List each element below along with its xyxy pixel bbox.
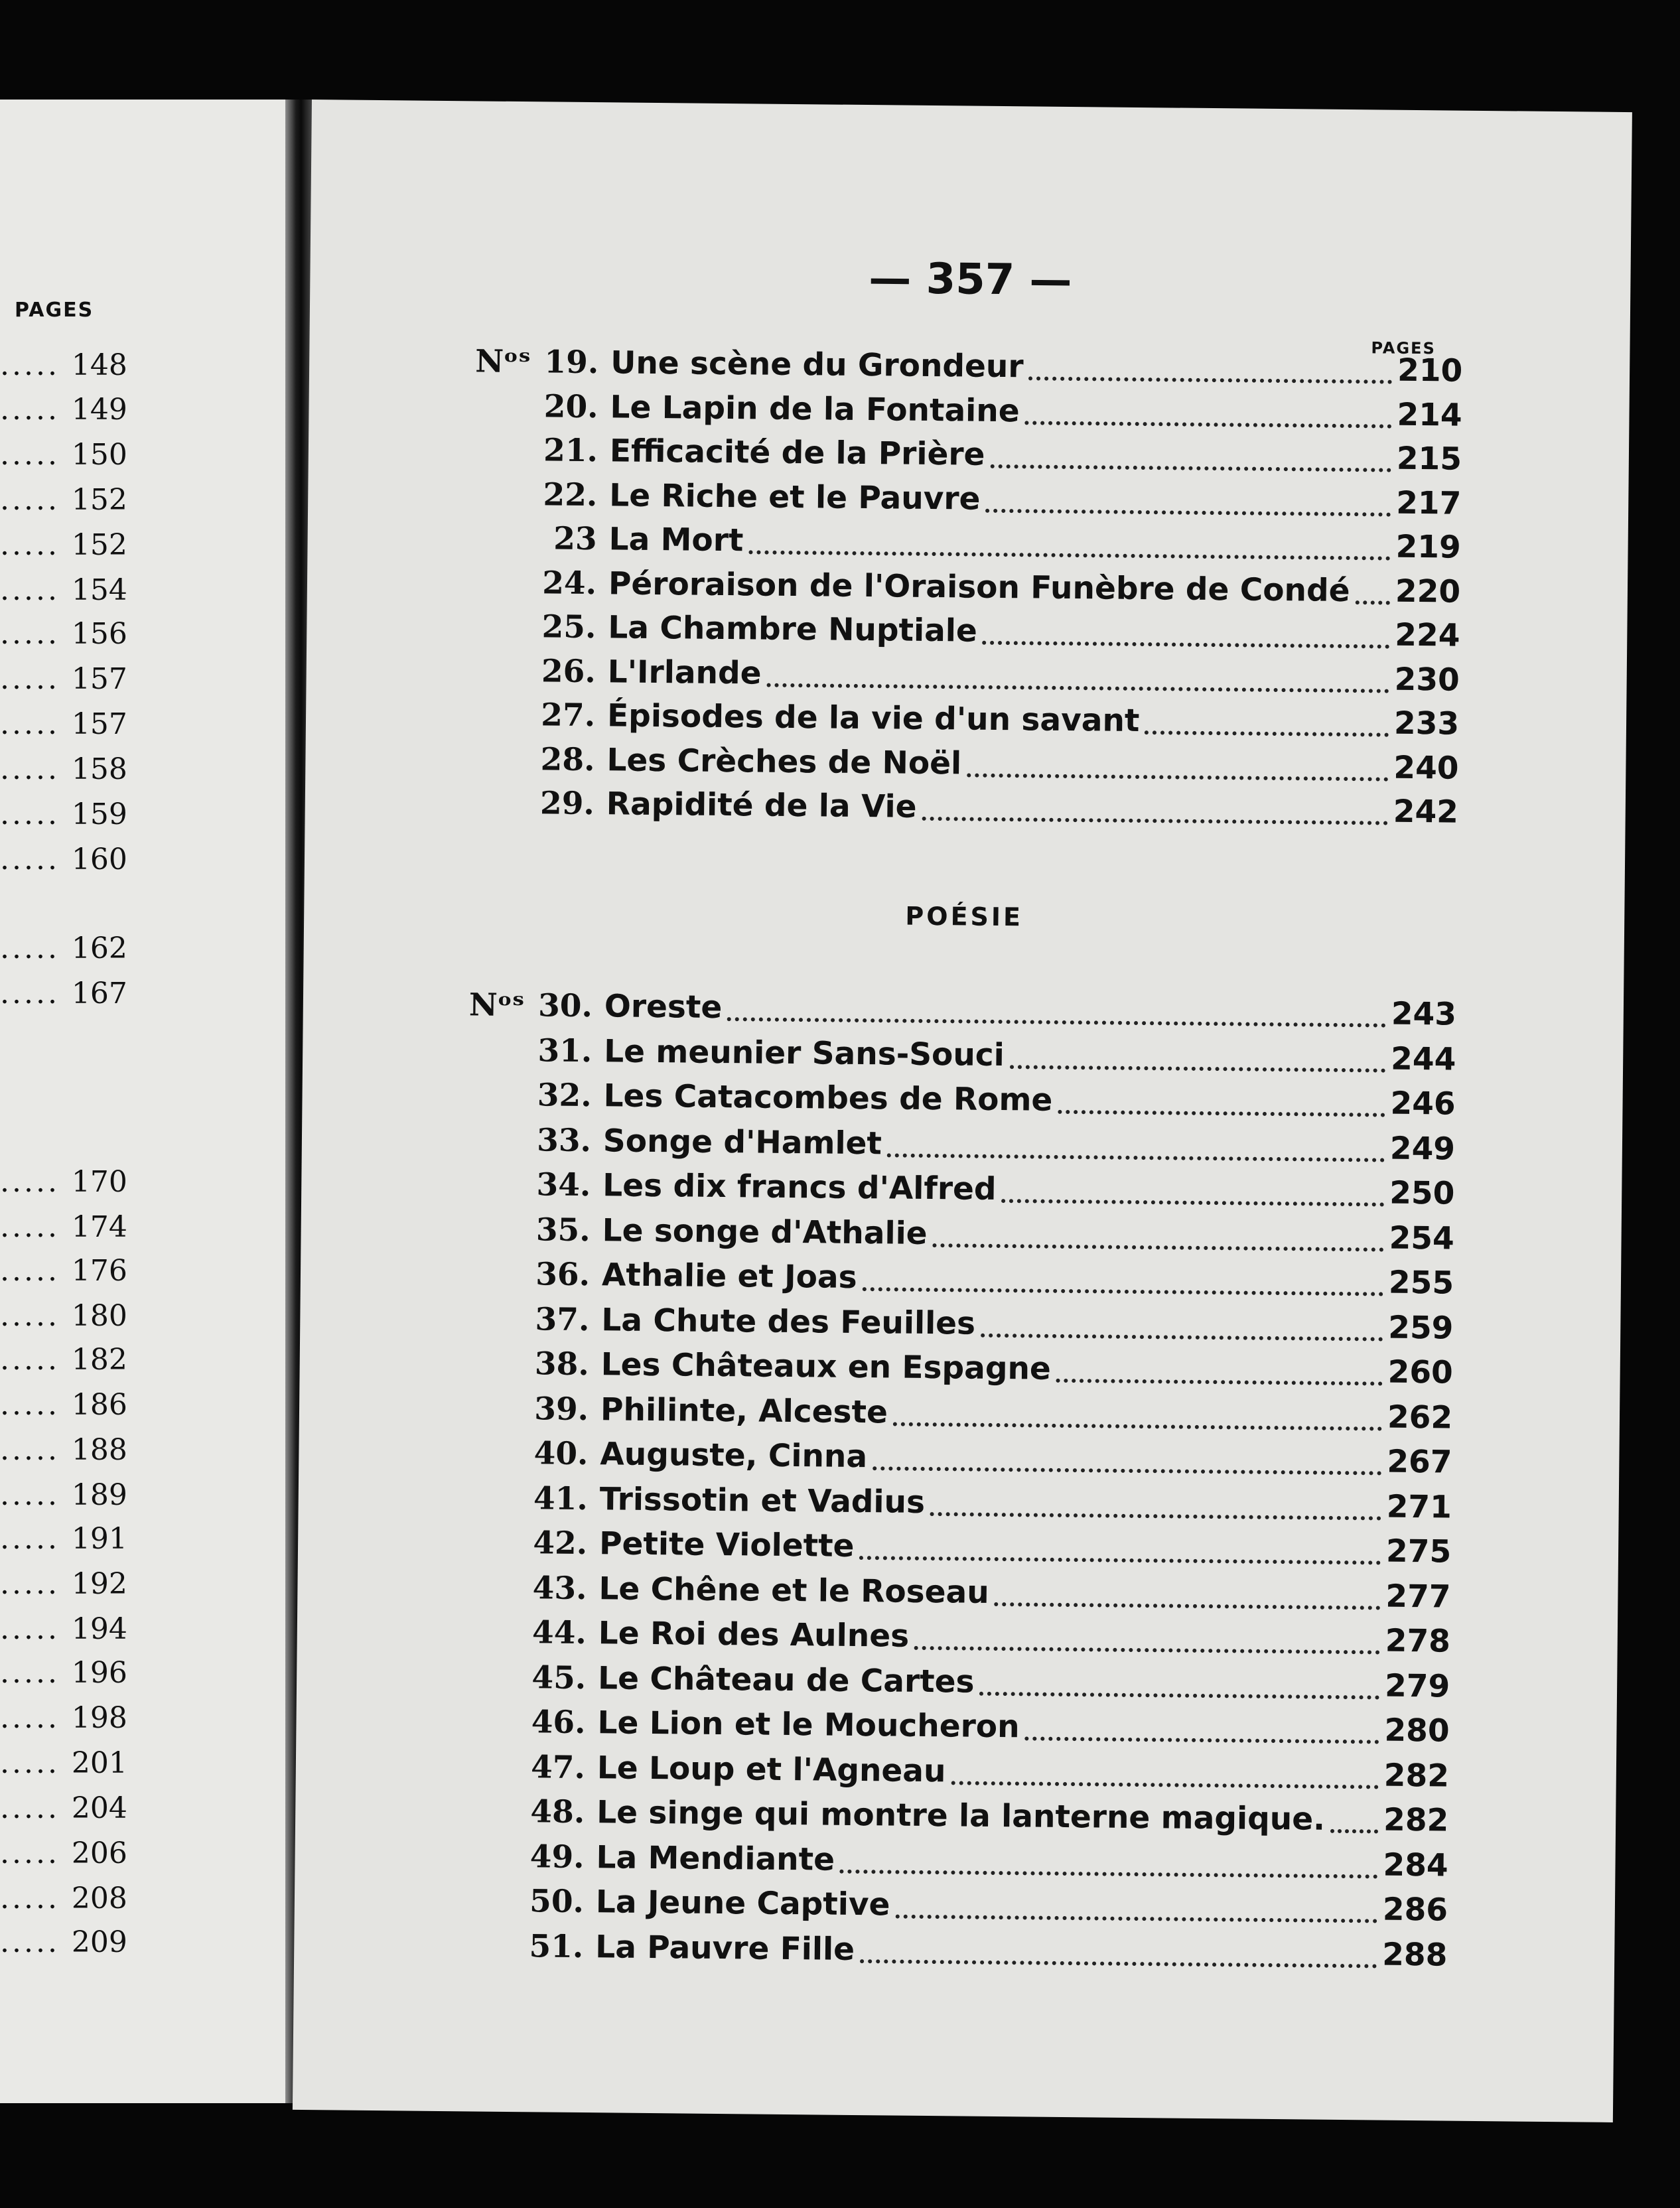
entry-page: 233 [1393, 705, 1460, 742]
entry-prefix [463, 1642, 527, 1643]
dot-leader: ..... [0, 393, 72, 427]
entry-title: Petite Violette [598, 1525, 855, 1564]
toc-entry [474, 476, 1462, 526]
entry-prefix [474, 416, 538, 417]
dot-leader [766, 683, 1389, 693]
right-page [293, 100, 1632, 2122]
entry-title: La Chambre Nuptiale [608, 609, 978, 650]
left-page-number: 156 [71, 617, 127, 651]
dot-leader: ..... [0, 483, 72, 517]
entry-page: 230 [1394, 661, 1460, 699]
entry-prefix [464, 1508, 528, 1509]
dot-leader: ..... [0, 662, 72, 696]
entry-page: 278 [1385, 1622, 1451, 1660]
left-page-number: 176 [71, 1254, 127, 1288]
toc-entry [474, 343, 1463, 393]
dot-leader: ..... [0, 1836, 72, 1870]
toc-entry [464, 1524, 1452, 1574]
entry-number: 19. [544, 344, 599, 381]
dot-leader [1001, 1199, 1384, 1207]
entry-prefix [467, 1194, 531, 1195]
entry-title: Les Catacombes de Rome [603, 1077, 1053, 1119]
entry-page: 275 [1385, 1533, 1452, 1570]
left-page-number: 206 [71, 1836, 127, 1870]
entry-number: 25. [541, 608, 596, 646]
dot-leader: ..... [0, 573, 72, 607]
entry-page: 219 [1395, 528, 1461, 566]
entry-title: Oreste [604, 988, 723, 1026]
entry-title: L'Irlande [607, 653, 762, 692]
entry-page: 279 [1384, 1667, 1450, 1705]
dot-leader [983, 641, 1390, 649]
toc-entry [468, 987, 1457, 1037]
entry-title: Rapidité de la Vie [606, 786, 917, 825]
dot-leader [1145, 730, 1389, 737]
entry-number: 20. [543, 387, 598, 425]
entry-title: Le Lion et le Moucheron [597, 1704, 1020, 1746]
entry-number: 30. [537, 987, 593, 1025]
left-page-number-row [0, 1210, 133, 1250]
dot-leader [727, 1017, 1386, 1028]
entry-page: 280 [1384, 1712, 1450, 1750]
toc-entry [463, 1569, 1451, 1620]
toc-entry [472, 696, 1460, 746]
left-page-number-row [0, 1343, 133, 1383]
entry-page: 255 [1388, 1264, 1454, 1302]
entry-title: Le Roi des Aulnes [598, 1615, 910, 1655]
dot-leader: ..... [0, 797, 72, 831]
left-page-number: 188 [71, 1433, 127, 1467]
dot-leader: ..... [0, 752, 72, 786]
entry-title: Les Crèches de Noël [606, 741, 962, 782]
dot-leader [887, 1153, 1385, 1162]
entry-prefix [468, 1060, 532, 1061]
entry-number: 26. [541, 652, 596, 690]
entry-number: 27. [541, 697, 596, 734]
toc-entry [472, 608, 1460, 658]
left-page-number-row [0, 438, 133, 478]
dot-leader: ..... [0, 707, 72, 741]
dot-leader [1058, 1110, 1385, 1117]
entry-title: Les Châteaux en Espagne [600, 1346, 1052, 1387]
entry-page: 277 [1385, 1578, 1451, 1616]
dot-leader [967, 773, 1388, 781]
toc-entry [462, 1748, 1450, 1799]
dot-leader [1028, 376, 1392, 383]
toc-entry [462, 1659, 1450, 1709]
entry-number: 36. [535, 1256, 591, 1294]
toc-entry [473, 519, 1461, 570]
page-number: — 357 — [869, 254, 1072, 306]
dot-leader [995, 1602, 1381, 1610]
toc-entry [460, 1882, 1448, 1933]
toc-entry [465, 1390, 1453, 1440]
dot-leader: ..... [0, 1612, 72, 1646]
left-page-number: 170 [71, 1165, 127, 1199]
left-page-number-row [0, 1299, 133, 1339]
entry-prefix [465, 1418, 529, 1419]
entry-title: Le Loup et l'Agneau [596, 1749, 946, 1789]
entry-page: 259 [1388, 1309, 1454, 1347]
dot-leader: ..... [0, 1567, 72, 1601]
toc-entry [464, 1480, 1452, 1530]
dot-leader: ..... [0, 1746, 72, 1780]
entry-title: La Mort [608, 521, 744, 559]
entry-page: 242 [1393, 793, 1459, 831]
entry-prefix [462, 1687, 526, 1688]
entry-page: 260 [1387, 1353, 1454, 1391]
left-page-number: 189 [71, 1478, 127, 1512]
left-page-number: 149 [71, 393, 127, 427]
entry-number: 47. [530, 1748, 586, 1786]
entry-number: 51. [529, 1927, 584, 1965]
dot-leader: ..... [0, 348, 72, 382]
entry-number: 24. [541, 564, 597, 602]
entry-number: 22. [543, 476, 598, 514]
left-page-number: 204 [71, 1791, 127, 1825]
entry-title: Philinte, Alceste [600, 1391, 888, 1430]
entry-page: 210 [1397, 352, 1463, 389]
left-page-number: 148 [71, 348, 127, 382]
left-page-number-row [0, 348, 133, 388]
dot-leader: ..... [0, 1522, 72, 1556]
left-page-number-row [0, 707, 133, 747]
entry-page: 215 [1396, 440, 1462, 478]
entry-page: 284 [1383, 1846, 1448, 1884]
left-page-number-row [0, 1882, 133, 1921]
dot-leader: ..... [0, 617, 72, 651]
toc-entry [465, 1345, 1454, 1395]
dot-leader [862, 1287, 1383, 1296]
left-page-number: 152 [71, 483, 127, 517]
entry-number: 38. [534, 1346, 589, 1383]
entry-number: 46. [531, 1704, 586, 1742]
left-page-number-row [0, 617, 133, 657]
entry-prefix [464, 1552, 527, 1553]
left-pages-header: PAGES [15, 299, 94, 322]
toc-entry [473, 564, 1461, 614]
toc-entry [466, 1255, 1454, 1306]
entry-page: 214 [1397, 396, 1462, 434]
dot-leader: ..... [0, 1433, 72, 1467]
entry-page: 250 [1389, 1174, 1455, 1212]
left-page-number-row [0, 1791, 133, 1831]
entry-page: 282 [1383, 1757, 1450, 1795]
entry-prefix [467, 1239, 531, 1240]
dot-leader [1024, 421, 1391, 428]
dot-leader [930, 1512, 1381, 1521]
entry-title: Le meunier Sans-Souci [603, 1032, 1005, 1073]
entry-prefix [472, 636, 536, 637]
left-page-number: 158 [71, 752, 127, 786]
dot-leader: ..... [0, 1388, 72, 1422]
left-page-number-row [0, 1254, 133, 1294]
entry-page: 286 [1382, 1891, 1448, 1929]
left-page-number: 208 [71, 1882, 127, 1915]
entry-number: 29. [539, 785, 595, 823]
left-page-number-row [0, 1746, 133, 1786]
entry-number: 23 [553, 520, 597, 558]
dot-leader [932, 1243, 1383, 1252]
dot-leader [914, 1646, 1380, 1655]
entry-title: Efficacité de la Prière [609, 433, 985, 473]
entry-number: 31. [537, 1032, 593, 1070]
left-page-number: 192 [71, 1567, 127, 1601]
dot-leader [748, 550, 1390, 560]
toc-entry [461, 1793, 1449, 1843]
entry-title: Le songe d'Athalie [602, 1211, 928, 1252]
dot-leader [922, 817, 1387, 825]
dot-leader: ..... [0, 1343, 72, 1377]
entry-title: Le Riche et le Pauvre [609, 476, 981, 518]
left-page-number-row [0, 1701, 133, 1741]
toc-entry [466, 1211, 1454, 1261]
left-page-number-row [0, 528, 133, 568]
dot-leader [1024, 1736, 1379, 1744]
entry-page: 240 [1393, 749, 1459, 787]
left-page-number-row [0, 1567, 133, 1607]
left-page-number: 157 [71, 662, 127, 696]
entry-page: 288 [1381, 1936, 1448, 1974]
toc-entry [466, 1300, 1454, 1351]
dot-leader [990, 464, 1391, 472]
dot-leader [859, 1556, 1381, 1565]
dot-leader: ..... [0, 528, 72, 562]
left-page-number-row [0, 483, 133, 523]
entry-page: 282 [1383, 1801, 1449, 1839]
toc-entry [462, 1703, 1450, 1754]
entry-title: Épisodes de la vie d'un savant [606, 697, 1140, 740]
left-page-number: 209 [71, 1925, 127, 1959]
left-page-number-row [0, 1925, 133, 1965]
dot-leader [1330, 1829, 1378, 1834]
entry-number: 40. [533, 1435, 589, 1473]
dot-leader [1056, 1379, 1383, 1386]
entry-page: 254 [1389, 1219, 1454, 1257]
dot-leader: ..... [0, 1791, 72, 1825]
left-page-number: 162 [71, 932, 127, 965]
dot-leader: ..... [0, 1165, 72, 1199]
toc-entry [471, 784, 1459, 835]
entry-page: 220 [1395, 573, 1461, 610]
left-page-number-row [0, 843, 133, 882]
section-title-poesie: POÉSIE [905, 901, 1024, 932]
entry-number: 43. [532, 1569, 587, 1607]
entry-prefix [460, 1956, 524, 1957]
left-page-number: 152 [71, 528, 127, 562]
entry-page: 217 [1395, 484, 1462, 522]
left-page-number: 201 [71, 1746, 127, 1780]
left-page-number-row [0, 1433, 133, 1473]
entry-number: 39. [534, 1390, 589, 1428]
dot-leader: ..... [0, 1925, 72, 1959]
left-page-number: 174 [71, 1210, 127, 1244]
entry-page: 243 [1391, 995, 1457, 1033]
entry-prefix [464, 1463, 528, 1464]
entry-number: 34. [536, 1166, 591, 1204]
pages-column-header: PAGES [1371, 338, 1436, 358]
dot-leader [873, 1466, 1381, 1475]
dot-leader [860, 1959, 1377, 1968]
entry-page: 246 [1390, 1085, 1456, 1123]
entry-page: 224 [1395, 616, 1460, 654]
dot-leader [1355, 600, 1389, 605]
entry-page: 249 [1389, 1130, 1456, 1168]
toc-entry [468, 1032, 1456, 1082]
entry-title: La Chute des Feuilles [601, 1301, 976, 1342]
toc-entry [471, 740, 1459, 791]
left-page-number-row [0, 1656, 133, 1696]
entry-title: Une scène du Grondeur [610, 344, 1024, 385]
entry-prefix [460, 1866, 524, 1867]
left-page-number-row [0, 932, 133, 971]
toc-entry [472, 652, 1460, 703]
dot-leader [893, 1422, 1382, 1430]
toc-entry [468, 1121, 1456, 1172]
toc-entry [460, 1838, 1448, 1888]
dot-leader: ..... [0, 1478, 72, 1512]
left-page-number-row [0, 752, 133, 792]
entry-number: 48. [530, 1793, 585, 1831]
left-page-number: 196 [71, 1656, 127, 1690]
entry-number: 28. [540, 740, 595, 778]
toc-entry [468, 1076, 1456, 1127]
entry-prefix [473, 592, 537, 593]
entry-title: Péroraison de l'Oraison Funèbre de Condé [608, 565, 1350, 609]
left-page-number: 194 [71, 1612, 127, 1646]
left-page-number-row [0, 393, 133, 433]
entry-page: 262 [1387, 1399, 1453, 1436]
left-page-number-row [0, 797, 133, 837]
dot-leader [979, 1691, 1379, 1699]
entry-title: La Mendiante [596, 1838, 835, 1878]
dot-leader: ..... [0, 1656, 72, 1690]
toc-entry [463, 1614, 1451, 1664]
dot-leader: ..... [0, 1299, 72, 1333]
entry-number: 45. [531, 1659, 587, 1696]
entry-title: Auguste, Cinna [600, 1436, 868, 1476]
entry-prefix [472, 724, 535, 725]
left-page [0, 100, 285, 2103]
left-page-number-row [0, 662, 133, 702]
entry-number: 50. [529, 1883, 585, 1921]
entry-number: 41. [533, 1480, 589, 1517]
left-page-number-row [0, 1522, 133, 1562]
entry-page: 267 [1387, 1443, 1452, 1481]
dot-leader: ..... [0, 1701, 72, 1735]
dot-leader [981, 1333, 1383, 1341]
left-page-number: 159 [71, 797, 127, 831]
left-page-number: 198 [71, 1701, 127, 1735]
left-page-number-row [0, 1478, 133, 1518]
dot-leader [840, 1869, 1378, 1878]
entry-number: 49. [529, 1838, 585, 1876]
dot-leader [895, 1915, 1377, 1923]
left-page-number: 191 [71, 1522, 127, 1556]
entry-number: 32. [537, 1077, 592, 1115]
dot-leader [1010, 1065, 1385, 1072]
left-page-number: 182 [71, 1343, 127, 1377]
entry-prefix [474, 548, 537, 549]
left-page-number-row [0, 1612, 133, 1652]
entry-number: 21. [543, 432, 598, 470]
entry-title: Le Château de Cartes [597, 1659, 975, 1700]
entry-title: Les dix francs d'Alfred [602, 1167, 997, 1208]
left-page-number: 186 [71, 1388, 127, 1422]
entry-page: 244 [1390, 1040, 1456, 1078]
entry-title: Songe d'Hamlet [602, 1122, 882, 1162]
left-page-number: 154 [71, 573, 127, 607]
entry-number: 44. [531, 1614, 587, 1652]
entry-prefix [461, 1821, 525, 1822]
entry-title: Le Lapin de la Fontaine [610, 388, 1020, 429]
left-page-number-row [0, 977, 133, 1016]
entry-prefix [466, 1373, 529, 1374]
entry-title: Le Chêne et le Roseau [598, 1570, 989, 1611]
toc-entry [474, 431, 1462, 482]
left-page-number-row [0, 1165, 133, 1205]
dot-leader: ..... [0, 438, 72, 472]
entry-prefix: Nᵒˢ [474, 343, 531, 381]
entry-prefix [466, 1329, 529, 1330]
left-page-number-row [0, 1836, 133, 1876]
dot-leader: ..... [0, 977, 72, 1010]
entry-page: 271 [1386, 1488, 1452, 1526]
toc-entry [467, 1166, 1455, 1216]
entry-title: La Jeune Captive [595, 1884, 890, 1923]
entry-title: Le singe qui montre la lanterne magique. [596, 1794, 1326, 1838]
toc-entry [474, 387, 1462, 438]
toc-entry [460, 1927, 1448, 1978]
entry-number: 35. [535, 1211, 591, 1249]
entry-title: Trissotin et Vadius [599, 1480, 926, 1521]
dot-leader: ..... [0, 932, 72, 965]
dot-leader [951, 1781, 1378, 1789]
entry-prefix [471, 769, 535, 770]
left-page-number: 157 [71, 707, 127, 741]
left-page-number: 167 [71, 977, 127, 1010]
left-page-number-row [0, 573, 133, 613]
toc-entry [464, 1434, 1452, 1485]
entry-number: 37. [535, 1300, 590, 1338]
dot-leader: ..... [0, 1210, 72, 1244]
left-page-number: 180 [71, 1299, 127, 1333]
entry-number: 33. [536, 1121, 592, 1159]
left-page-number: 150 [71, 438, 127, 472]
left-page-number: 160 [71, 843, 127, 876]
dot-leader: ..... [0, 843, 72, 876]
dot-leader: ..... [0, 1254, 72, 1288]
entry-prefix [474, 504, 537, 505]
left-page-number-row [0, 1388, 133, 1428]
dot-leader [985, 508, 1391, 516]
entry-title: Athalie et Joas [601, 1257, 857, 1296]
dot-leader: ..... [0, 1882, 72, 1915]
entry-number: 42. [533, 1525, 588, 1562]
entry-prefix: Nᵒˢ [468, 987, 525, 1024]
entry-title: La Pauvre Fille [595, 1928, 855, 1968]
